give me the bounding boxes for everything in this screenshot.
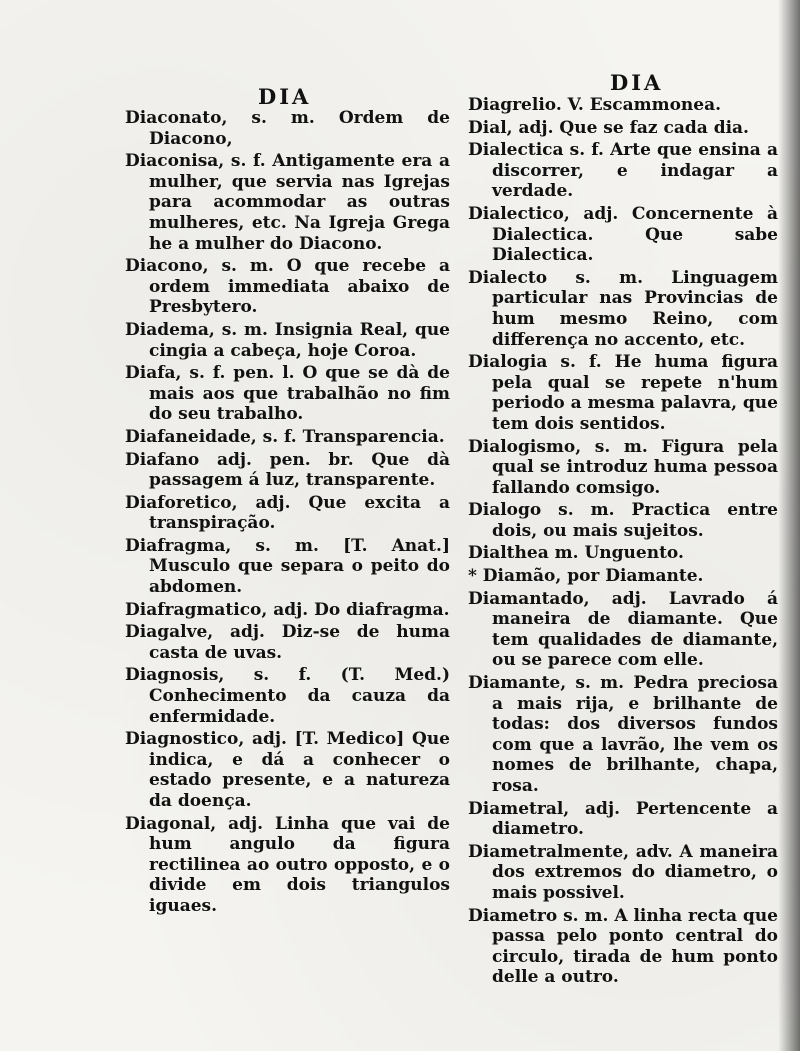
dictionary-entry: Diafano adj. pen. br. Que dà passagem á luz, transparente. <box>125 449 450 491</box>
dictionary-entry: Diaforetico, adj. Que excita a transpiração. <box>125 492 450 534</box>
running-head-left: DIA <box>258 84 312 109</box>
dictionary-entry: Diamante, s. m. Pedra preciosa a mais rija, e brilhante de todas: dos diversos fundos com que a lavrão, lhe vem os nomes de brilhante, chapa, rosa. <box>468 673 778 796</box>
dictionary-entry: Dialectico, adj. Concernente à Dialectica. Que sabe Dialectica. <box>468 203 778 266</box>
dictionary-entry: Dialogismo, s. m. Figura pela qual se introduz huma pessoa fallando comsigo. <box>468 436 778 498</box>
dictionary-entry: Diafragma, s. m. [T. Anat.] Musculo que separa o peito do abdomen. <box>125 535 450 598</box>
left-column <box>125 108 450 919</box>
page-binding-shadow <box>778 0 800 1051</box>
dictionary-entry: Diagrelio. V. Escammonea. <box>468 95 722 115</box>
dictionary-entry: Diacono, s. m. O que recebe a ordem immediata abaixo de Presbytero. <box>125 256 450 318</box>
dictionary-entry: Diadema, s. m. Insignia Real, que cingia a cabeça, hoje Coroa. <box>125 319 450 361</box>
dictionary-entry: Dialogo s. m. Practica entre dois, ou mais sujeitos. <box>468 500 778 541</box>
dictionary-entry: Dialecto s. m. Linguagem particular nas Provincias de hum mesmo Reino, com differença no accento, etc. <box>468 267 778 350</box>
dictionary-entry: Dial, adj. Que se faz cada dia. <box>468 117 749 138</box>
dictionary-entry: Diagonal, adj. Linha que vai de hum angulo da figura rectilinea ao outro opposto, e o divide em dois triangulos iguaes. <box>125 813 450 916</box>
dictionary-entry: Diafa, s. f. pen. l. O que se dà de mais aos que trabalhão no fim do seu trabalho. <box>125 363 450 425</box>
dictionary-entry: Diamantado, adj. Lavrado á maneira de diamante. Que tem qualidades de diamante, ou se parece com elle. <box>468 588 778 671</box>
dictionary-entry: Diaconato, s. m. Ordem de Diacono, <box>125 108 450 149</box>
dictionary-entry: * Diamão, por Diamante. <box>468 566 704 587</box>
dictionary-entry: Dialthea m. Unguento. <box>468 543 684 564</box>
dictionary-entry: Dialectica s. f. Arte que ensina a discorrer, e indagar a verdade. <box>468 140 778 202</box>
dictionary-entry: Diafragmatico, adj. Do diafragma. <box>125 599 450 620</box>
dictionary-entry: Diametralmente, adv. A maneira dos extremos do diametro, o mais possivel. <box>468 841 778 903</box>
running-head-right: DIA <box>610 70 664 95</box>
dictionary-entry: Diametral, adj. Pertencente a diametro. <box>468 798 778 840</box>
dictionary-entry: Diagalve, adj. Diz-se de huma casta de uvas. <box>125 622 450 663</box>
dictionary-entry: Diaconisa, s. f. Antigamente era a mulher, que servia nas Igrejas para acommodar as outras mulheres, etc. Na Igreja Grega he a mulher do Diacono. <box>125 151 450 254</box>
dictionary-entry: Diametro s. m. A linha recta que passa pelo ponto central do circulo, tirada de hum ponto delle a outro. <box>468 905 778 988</box>
dictionary-entry: Diagnosis, s. f. (T. Med.) Conhecimento da cauza da enfermidade. <box>125 665 450 727</box>
dictionary-entry: Dialogia s. f. He huma figura pela qual se repete n'hum periodo a mesma palavra, que tem dois sentidos. <box>468 352 778 434</box>
dictionary-entry: Diafaneidade, s. f. Transparencia. <box>125 426 445 447</box>
right-column <box>468 95 778 990</box>
dictionary-entry: Diagnostico, adj. [T. Medico] Que indica, e dá a conhecer o estado presente, e a natureza da doença. <box>125 729 450 811</box>
